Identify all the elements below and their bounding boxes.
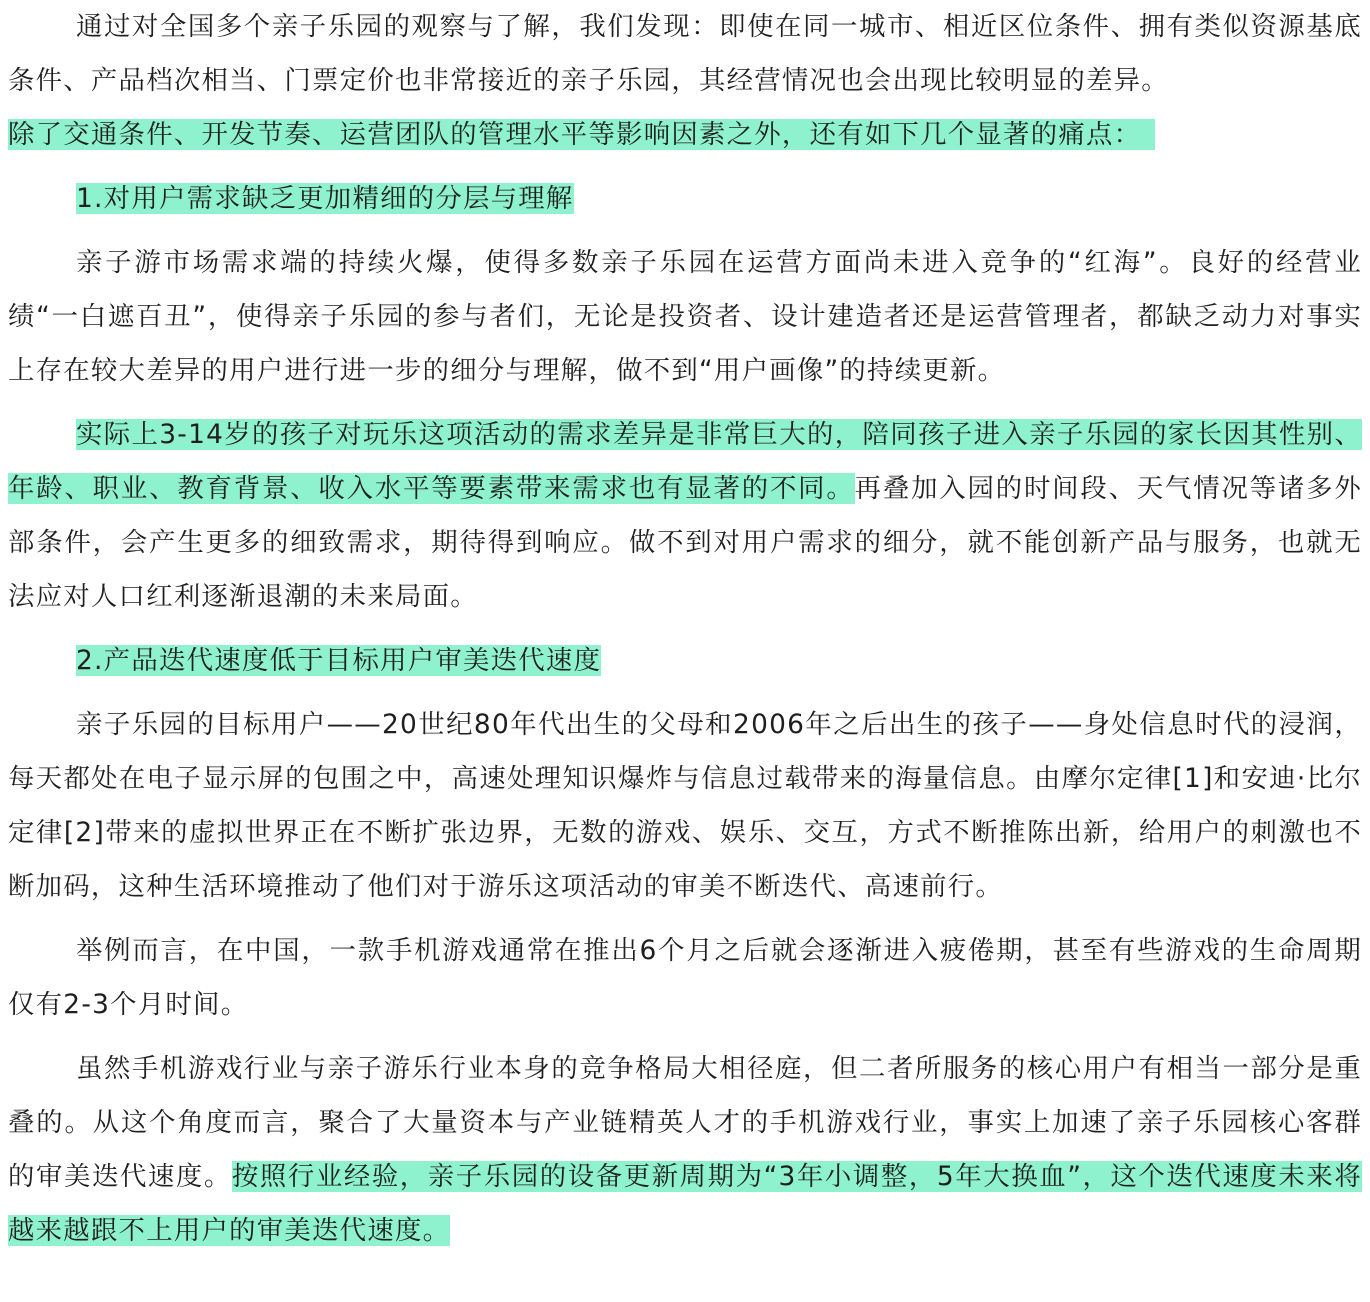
section-heading-1 xyxy=(8,172,1362,226)
highlighted-text: 除了交通条件、开发节奏、运营团队的管理水平等影响因素之外，还有如下几个显著的痛点： xyxy=(8,119,1155,150)
paragraph-pain-points-lead xyxy=(8,108,1362,162)
highlighted-heading: 1.对用户需求缺乏更加精细的分层与理解 xyxy=(76,183,574,214)
paragraph-target-users: 亲子乐园的目标用户——20世纪80年代出生的父母和2006年之后出生的孩子——身处信息时代的浸润，每天都处在电子显示屏的包围之中，高速处理知识爆炸与信息过载带来的海量信息。由摩尔定律[1]和安迪·比尔定律[2]带来的虚拟世界正在不断扩张边界，无数的游戏、娱乐、交互，方式不断推陈出新，给用户的刺激也不断加码，这种生活环境推动了他们对于游乐这项活动的审美不断迭代、高速前行。 xyxy=(8,709,1362,902)
highlighted-text: 实际上3-14岁的孩子对玩乐这项活动的需求差异是非常巨大的，陪同孩子进入亲子乐园的家长因其性别、年龄、职业、教育背景、收入水平等要素带来需求也有显著的不同。 xyxy=(8,419,1362,504)
section-heading-2 xyxy=(8,634,1362,688)
paragraph-mobile-game-example: 举例而言，在中国，一款手机游戏通常在推出6个月之后就会逐渐进入疲倦期，甚至有些游戏的生命周期仅有2-3个月时间。 xyxy=(8,935,1362,1020)
article-body xyxy=(8,0,1362,1258)
paragraph-intro: 通过对全国多个亲子乐园的观察与了解，我们发现：即使在同一城市、相近区位条件、拥有类似资源基底条件、产品档次相当、门票定价也非常接近的亲子乐园，其经营情况也会出现比较明显的差异。 xyxy=(8,11,1362,96)
paragraph-text: 再叠加入园的时间段、天气情况等诸多外部条件，会产生更多的细致需求，期待得到响应。做不到对用户需求的细分，就不能创新产品与服务，也就无法应对人口红利逐渐退潮的未来局面。 xyxy=(8,473,1363,612)
paragraph-market-demand: 亲子游市场需求端的持续火爆，使得多数亲子乐园在运营方面尚未进入竞争的“红海”。良好的经营业绩“一白遮百丑”，使得亲子乐园的参与者们，无论是投资者、设计建造者还是运营管理者，都缺乏动力对事实上存在较大差异的用户进行进一步的细分与理解，做不到“用户画像”的持续更新。 xyxy=(8,247,1362,386)
highlighted-heading: 2.产品迭代速度低于目标用户审美迭代速度 xyxy=(76,645,602,676)
paragraph-age-differences xyxy=(8,408,1362,624)
highlighted-text: 按照行业经验，亲子乐园的设备更新周期为“3年小调整，5年大换血”，这个迭代速度未来将越来越跟不上用户的审美迭代速度。 xyxy=(8,1161,1362,1246)
paragraph-industry-overlap xyxy=(8,1042,1362,1258)
paragraph-text: 虽然手机游戏行业与亲子游乐行业本身的竞争格局大相径庭，但二者所服务的核心用户有相当一部分是重叠的。从这个角度而言，聚合了大量资本与产业链精英人才的手机游戏行业，事实上加速了亲子乐园核心客群的审美迭代速度。 xyxy=(8,1053,1362,1192)
